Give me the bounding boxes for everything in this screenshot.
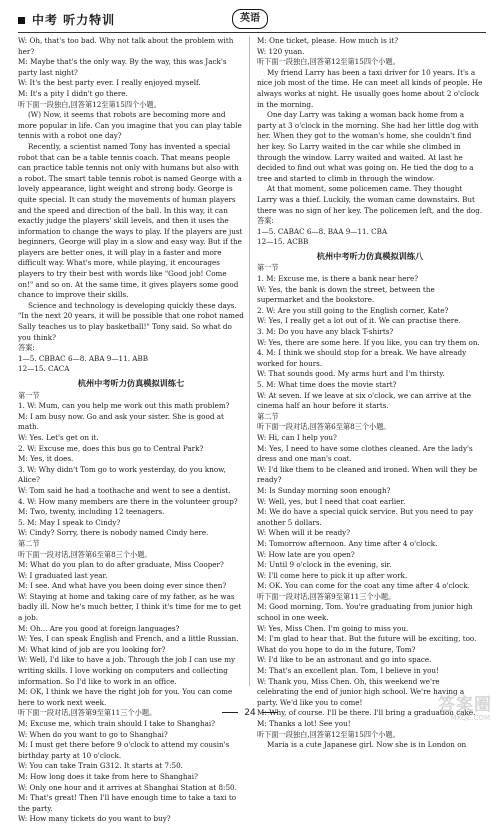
text-line: 1. W: Mum, can you help me work out this math problem? — [18, 401, 230, 411]
text-line: My friend Larry has been a taxi driver for 10 years. It's a nice job most of the time. He can meet all kinds of people. He always works at night. He usually goes home about 2 o'clock in the morning. — [257, 67, 483, 109]
text-line: M: What do you plan to do after graduate, Miss Cooper? — [18, 560, 224, 570]
text-line: 1—5. CBBAC 6—8. ABA 9—11. ABB — [18, 353, 149, 363]
header-rule — [18, 32, 486, 33]
text-line: W: At seven. If we leave at six o'clock, we can arrive at the cinema half an hour before it starts. — [257, 390, 471, 411]
text-line: W: Well, yes, but I need that coat earlier. — [257, 496, 406, 506]
text-line: 5. M: What time does the movie start? — [257, 380, 397, 389]
text-line: 2. W: Excuse me, does this bus go to Central Park? — [18, 443, 204, 453]
text-line: W: Yes, Miss Chen. I'm going to miss you. — [257, 623, 409, 633]
text-line: 4. M: I think we should stop for a break. We have already worked for hours. — [257, 348, 467, 368]
text-line: 听下面一段独白,回答第12至第15四个小题。 — [257, 729, 400, 739]
text-line: W: Yes, the bank is down the street, between the supermarket and the bookstore. — [257, 284, 435, 305]
text-line: W: You can take Train G312. It starts at 7:50. — [18, 761, 183, 771]
subject-badge: 英语 — [232, 9, 268, 29]
text-line: M: Good morning, Tom. You're graduating from junior high school in one week. — [257, 602, 473, 623]
text-line: 杭州中考听力仿真模拟训练八 — [316, 250, 424, 261]
text-line: W: How many tickets do you want to buy? — [18, 814, 171, 824]
footer-dash — [262, 712, 278, 713]
text-line: M: It's a pity I didn't go there. — [18, 88, 128, 98]
watermark-url: MXQE.COM — [450, 714, 490, 722]
text-line: W: 120 yuan. — [257, 46, 305, 56]
column-divider — [249, 36, 250, 686]
left-column — [18, 36, 244, 824]
text-line: M: I'm glad to hear that. But the future will be exciting, too. What do you hope to do in the future, Tom? — [257, 634, 477, 654]
text-line: M: One ticket, please. How much is it? — [257, 36, 399, 45]
text-line: 听下面一段对话,回答第9至第11三个小题。 — [257, 591, 396, 601]
text-line: W: When will it be ready? — [257, 528, 351, 538]
text-line: W: That sounds good. My arms hurt and I'm thirsty. — [257, 369, 445, 379]
text-line: 3. W: Why didn't Tom go to work yesterday, do you know, Alice? — [18, 464, 226, 485]
text-line: W: I graduated last year. — [18, 570, 108, 580]
text-line: 第二节 — [257, 411, 279, 421]
text-line: 第一节 — [18, 390, 40, 400]
text-line: W: Tom said he had a toothache and went to see a dentist. — [18, 485, 231, 495]
header-title: 中考 听力特训 — [32, 13, 116, 27]
text-line: M: What kind of job are you looking for? — [18, 644, 166, 654]
text-line: 4. W: How many members are there in the volunteer group? — [18, 496, 238, 506]
header-bullet — [18, 17, 25, 24]
text-line: M: Oh... Are you good at foreign languages? — [18, 623, 180, 633]
text-line: 12—15. CACA — [18, 364, 70, 374]
text-line: M: Excuse me, which train should I take to Shanghai? — [18, 719, 216, 728]
text-line: M: I must get there before 9 o'clock to attend my cousin's birthday party at 10 o'clock. — [18, 740, 230, 760]
text-line: W: Cindy? Sorry, there is nobody named Cindy here. — [18, 528, 209, 538]
text-line: M: Two, twenty, including 12 teenagers. — [18, 507, 165, 517]
text-line: 听下面一段对话,回答第6至第8三个小题。 — [18, 549, 152, 559]
text-line: M: Maybe that's the only way. By the way, this was Jack's party last night? — [18, 57, 227, 77]
text-line: 杭州中考听力仿真模拟训练七 — [77, 378, 185, 388]
page-header — [18, 8, 486, 34]
text-line: M: We do have a special quick service. But you need to pay another 5 dollars. — [257, 507, 474, 527]
text-line: M: Thanks a lot! See you! — [257, 719, 351, 728]
text-line: 第一节 — [257, 263, 279, 273]
text-line: W: Only one hour and it arrives at Shanghai Station at 8:50. — [18, 782, 237, 792]
text-line: 1. M: Excuse me, is there a bank near here? — [257, 274, 419, 284]
text-line: W: Staying at home and taking care of my father, as he was badly ill. Now he's much better, I think it's time for me to get a job. — [18, 591, 242, 623]
text-line: Maria is a cute Japanese girl. Now she is in London on — [267, 740, 467, 750]
text-line: 听下面一段独白,回答第12至第15四个小题。 — [257, 57, 400, 67]
text-line: Recently, a scientist named Tony has invented a special robot that can be a table tennis coach. That means people can practice table tennis not only with humans but also with a robot. The smart table tennis robot is named George with a lovely appearance, light weight and strong body. George is quite special. It can study the movements of human players and the speed and direction of the ball. In this way, it can exactly judge the players' skill levels, and then it uses the information to change the ways to play. If the players are just beginners, George will play in a slow and easy way. But if the players are better ones, it will play in a faster and more difficult way. What's more, while playing, it encourages players to try their best with words like "Good job! Come on!" and so on. At the same time, it gives players some good chance to improve their skills. — [18, 141, 243, 300]
watermark-logo — [414, 688, 494, 732]
text-line: M: How long does it take from here to Shanghai? — [18, 771, 198, 781]
watermark-text: 答案圈 — [438, 695, 492, 715]
text-line: W: I'd like to be an astronaut and go into space. — [257, 655, 432, 665]
text-line: M: That's an excellent plan. Tom, I believe in you! — [257, 666, 439, 676]
text-line: 听下面一段对话,回答第9至第11三个小题。 — [18, 708, 157, 718]
text-line: 听下面一段独白,回答第12至第15四个小题。 — [18, 99, 161, 109]
text-line: W: It's the best party ever. I really enjoyed myself. — [18, 78, 201, 88]
text-line: W: Yes, I really get a lot out of it. We can practise there. — [257, 316, 461, 326]
text-line: One day Larry was taking a woman back home from a party at 3 o'clock in the morning. She had her little dog with her. When they got to the woman's home, she couldn't find her key. So Larry waited in the car while she climbed in through the window. Larry waited and waited. At last he decided to find out what was going on. He tied the dog to a tree and started to climb in through the window. — [257, 110, 479, 183]
text-line: M: OK, I think we have the right job for you. You can come here to work next week. — [18, 687, 233, 707]
text-line: M: Yes, I need to have some clothes cleaned. Are the lady's dress and one man's coat. — [257, 443, 473, 464]
text-line: M: Tomorrow afternoon. Any time after 4 o'clock. — [257, 538, 438, 548]
text-line: M: Yes, it does. — [18, 454, 74, 464]
text-line: M: Why, of course. I'll be there. I'll bring a graduation cake. — [257, 708, 476, 718]
text-line: W: Well, I'd like to have a job. Through the job I can use my writing skills. I love working on computers and collecting information. So I'd like to work in an office. — [18, 655, 236, 686]
text-line: 2. W: Are you still going to the English corner, Kate? — [257, 305, 449, 315]
text-line: M: That's great! Then I'll have enough time to take a taxi to the party. — [18, 793, 237, 813]
text-line: W: I'd like them to be cleaned and ironed. When will they be ready? — [257, 464, 478, 485]
text-line: M: Until 9 o'clock in the evening, sir. — [257, 560, 392, 570]
text-line: M: I see. And what have you been doing ever since then? — [18, 581, 227, 591]
text-line: 听下面一段对话,回答第6至第8三个小题。 — [257, 422, 391, 432]
text-line: At that moment, some policemen came. They thought Larry was a thief. Luckily, the woman came downstairs. But there was no sign of her key. The policemen left, and the dog. — [257, 184, 483, 215]
text-line: W: Thank you, Miss Chen. Oh, this weekend we're celebrating the end of junior high school. We're having a party. We'd like you to come! — [257, 676, 465, 707]
text-line: 答案: — [18, 343, 35, 353]
text-line: 第二节 — [18, 538, 40, 548]
text-line: M: I am busy now. Go and ask your sister. She is good at math. — [18, 411, 224, 432]
text-line: W: Hi, can I help you? — [257, 432, 337, 442]
text-line: 3. M: Do you have any black T-shirts? — [257, 327, 394, 337]
text-line: W: Yes, there are some here. If you like, you can try them on. — [257, 337, 480, 347]
text-line: W: How late are you open? — [257, 549, 355, 559]
text-line: 5. M: May I speak to Cindy? — [18, 517, 121, 527]
text-line: (W) Now, it seems that robots are becoming more and more popular in life. Can you imagine that you can play table tennis with a robot one day? — [18, 110, 242, 141]
text-line: W: Yes, I can speak English and French, and a little Russian. — [18, 634, 239, 644]
text-line: W: Yes. Let's get on it. — [18, 432, 99, 442]
text-line: M: Is Sunday morning soon enough? — [257, 485, 391, 495]
text-line: W: Oh, that's too bad. Why not talk about the problem with her? — [18, 36, 234, 56]
text-line: M: OK. You can come for the coat any time after 4 o'clock. — [257, 581, 470, 591]
text-line: 1—5. CABAC 6—8. BAA 9—11. CBA — [257, 226, 388, 236]
text-line: Science and technology is developing quickly these days. "In the next 20 years, it will be possible that one robot named Sally teaches us to play basketball!" Tony said. So what do you think? — [18, 300, 244, 342]
footer-dash — [222, 712, 238, 713]
text-line: 12—15. ACBB — [257, 237, 309, 247]
text-line: W: I'll come here to pick it up after work. — [257, 570, 408, 580]
page-number-text: 24 — [244, 708, 256, 718]
text-line: W: When do you want to go to Shanghai? — [18, 729, 168, 739]
text-line: 答案: — [257, 216, 274, 226]
